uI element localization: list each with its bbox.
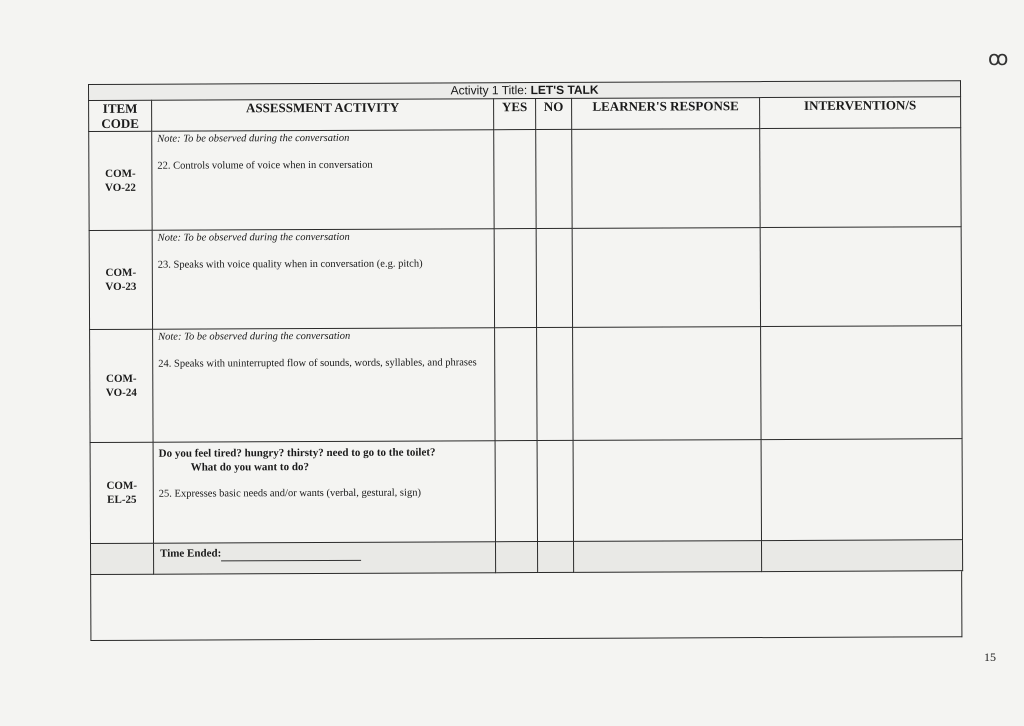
assessment-item: 25. Expresses basic needs and/or wants (verbal, gestural, sign)	[158, 487, 421, 500]
item-code-line1: COM-	[105, 266, 137, 279]
col-learners-response: LEARNER'S RESPONSE	[572, 98, 760, 130]
conversation-prompt	[159, 445, 490, 474]
assessment-activity-cell	[152, 130, 494, 230]
time-ended-response-cell	[574, 541, 762, 573]
time-ended-blank[interactable]	[221, 550, 361, 562]
interventions-cell[interactable]	[760, 227, 961, 327]
yes-cell[interactable]	[495, 328, 537, 441]
no-cell[interactable]	[536, 228, 572, 327]
item-code	[89, 131, 152, 230]
time-ended-yes-cell	[496, 542, 538, 573]
col-item-code-line1: ITEM	[102, 100, 138, 116]
assessment-item: 24. Speaks with uninterrupted flow of sounds, words, syllables, and phrases	[158, 357, 477, 370]
corner-handwritten-mark: ꝏ	[988, 46, 1009, 70]
col-yes: YES	[494, 99, 536, 130]
table-row	[89, 128, 961, 231]
col-item-code	[89, 100, 152, 131]
item-code-line1: COM-	[105, 372, 137, 385]
activity-title-name: LET'S TALK	[530, 82, 599, 98]
col-interventions: INTERVENTION/S	[760, 97, 961, 129]
learners-response-cell[interactable]	[572, 228, 760, 328]
table-row	[90, 326, 963, 443]
yes-cell[interactable]	[495, 441, 537, 542]
item-code	[89, 230, 152, 329]
notes-box[interactable]	[90, 571, 962, 641]
time-ended-intervention-cell	[761, 540, 962, 572]
assessment-activity-cell	[153, 441, 495, 543]
interventions-cell[interactable]	[761, 439, 962, 541]
prompt-line1: Do you feel tired? hungry? thirsty? need to go to the toilet?	[158, 446, 436, 460]
interventions-cell[interactable]	[761, 326, 963, 440]
assessment-activity-cell	[152, 229, 494, 329]
time-ended-cell	[154, 542, 496, 574]
item-code	[90, 442, 153, 543]
time-ended-label: Time Ended:	[160, 547, 222, 560]
time-ended-spacer	[91, 543, 154, 574]
no-cell[interactable]	[537, 327, 573, 440]
item-code	[90, 329, 153, 442]
observation-note: Note: To be observed during the conversation	[157, 231, 350, 244]
assessment-table	[88, 80, 963, 575]
assessment-form	[88, 80, 964, 632]
table-row	[90, 439, 962, 544]
assessment-activity-cell	[153, 328, 495, 442]
page-number: 15	[984, 650, 996, 664]
observation-note: Note: To be observed during the conversation	[158, 330, 351, 343]
time-ended-row	[91, 540, 963, 575]
prompt-line2: What do you want to do?	[190, 461, 309, 474]
item-code-line1: COM-	[105, 167, 136, 180]
item-code-line1: COM-	[106, 479, 138, 492]
col-assessment-activity: ASSESSMENT ACTIVITY	[152, 99, 494, 131]
activity-title-prefix: Activity 1 Title:	[450, 83, 531, 98]
observation-note: Note: To be observed during the conversation	[157, 132, 350, 145]
item-code-line2: EL-25	[107, 493, 137, 506]
header-row	[89, 97, 961, 132]
item-code-line2: VO-23	[105, 280, 137, 293]
no-cell[interactable]	[537, 440, 573, 541]
item-code-line2: VO-22	[104, 181, 136, 194]
interventions-cell[interactable]	[760, 128, 961, 228]
item-code-line2: VO-24	[105, 386, 137, 399]
col-no: NO	[536, 98, 572, 129]
col-item-code-line2: CODE	[101, 115, 139, 131]
table-row	[89, 227, 961, 330]
learners-response-cell[interactable]	[573, 327, 761, 441]
yes-cell[interactable]	[494, 130, 536, 229]
time-ended-no-cell	[538, 541, 574, 572]
learners-response-cell[interactable]	[572, 129, 760, 229]
assessment-item: 22. Controls volume of voice when in conversation	[157, 159, 373, 172]
yes-cell[interactable]	[494, 229, 536, 328]
learners-response-cell[interactable]	[573, 440, 761, 542]
assessment-item: 23. Speaks with voice quality when in conversation (e.g. pitch)	[157, 258, 423, 271]
no-cell[interactable]	[536, 129, 572, 228]
